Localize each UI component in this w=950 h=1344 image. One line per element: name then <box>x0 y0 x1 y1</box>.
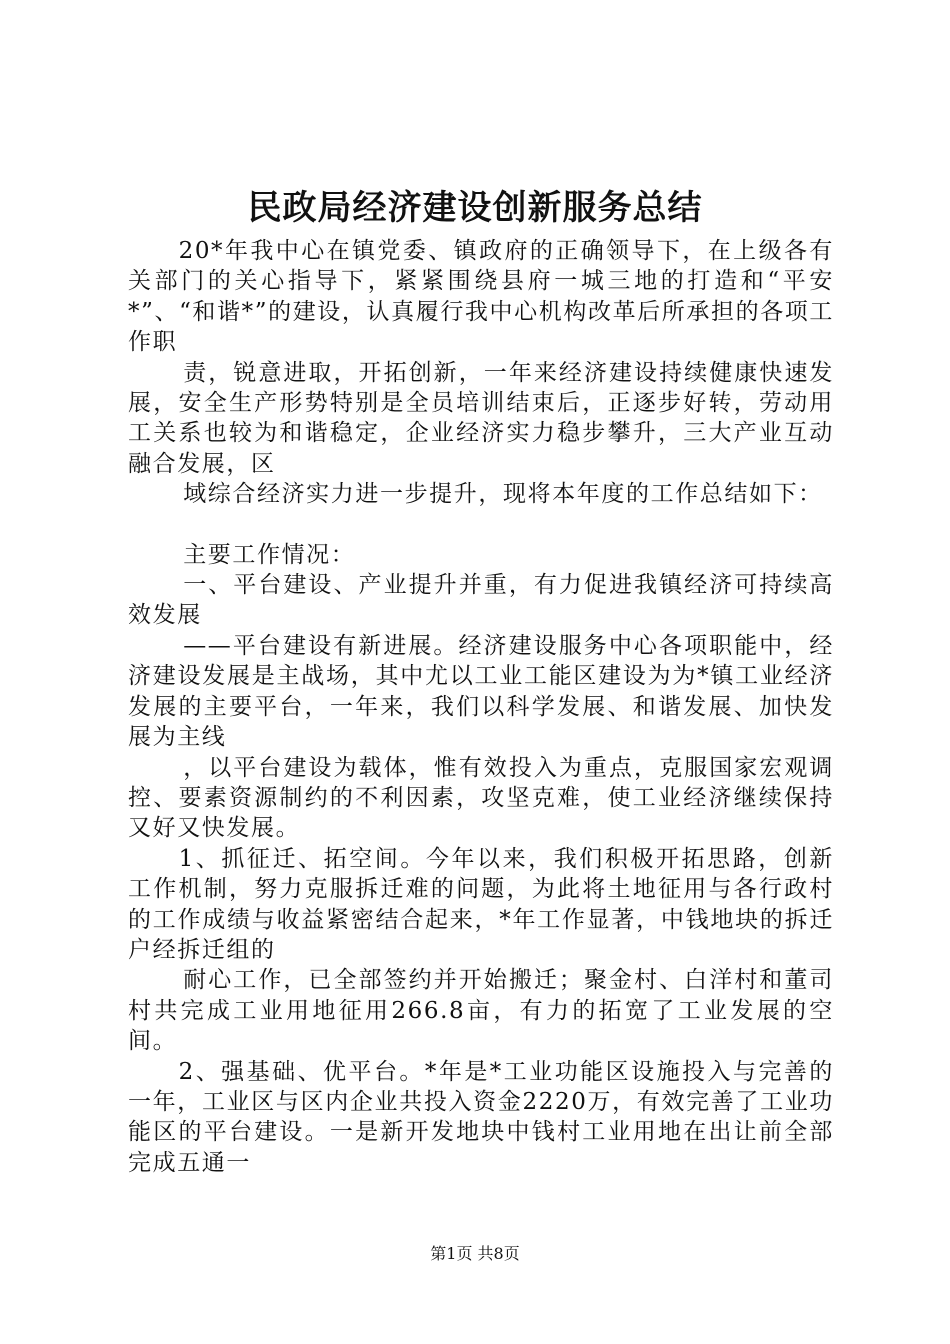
paragraph-platform-continued: ，以平台建设为载体，惟有效投入为重点，克服国家宏观调控、要素资源制约的不利因素，攻坚克难，使工业经济继续保持又好又快发展。 <box>128 754 834 842</box>
section-heading-main-work: 主要工作情况： <box>183 541 356 568</box>
document-body <box>128 236 834 1178</box>
paragraph-platform-progress: ——平台建设有新进展。经济建设服务中心各项职能中，经济建设发展是主战场，其中尤以工业工能区建设为为*镇工业经济发展的主要平台，一年来，我们以科学发展、和谐发展、加快发展为主线 <box>128 632 834 751</box>
paragraph-intro: 20*年我中心在镇党委、镇政府的正确领导下，在上级各有关部门的关心指导下，紧紧围绕县府一城三地的打造和“平安*”、“和谐*”的建设，认真履行我中心机构改革后所承担的各项工作职 <box>128 238 834 356</box>
page-number-footer: 第1页 共8页 <box>430 1244 520 1263</box>
document-title: 民政局经济建设创新服务总结 <box>247 188 703 228</box>
paragraph-intro-continued: 责，锐意进取，开拓创新，一年来经济建设持续健康快速发展，安全生产形势特别是全员培训结束后，正逐步好转，劳动用工关系也较为和谐稳定，企业经济实力稳步攀升，三大产业互动融合发展，区 <box>128 359 834 477</box>
paragraph-intro-closing: 域综合经济实力进一步提升，现将本年度的工作总结如下： <box>183 481 823 508</box>
paragraph-item-2: 2、强基础、优平台。*年是*工业功能区设施投入与完善的一年，工业区与区内企业共投入资金2220万，有效完善了工业功能区的平台建设。一是新开发地块中钱村工业用地在出让前全部完成五通一 <box>128 1058 834 1176</box>
section-heading-platform: 一、平台建设、产业提升并重，有力促进我镇经济可持续高效发展 <box>128 572 834 629</box>
paragraph-item-1: 1、抓征迁、拓空间。今年以来，我们积极开拓思路，创新工作机制，努力克服拆迁难的问题，为此将土地征用与各行政村的工作成绩与收益紧密结合起来，*年工作显著，中钱地块的拆迁户经拆迁组的 <box>128 845 834 963</box>
paragraph-item-1-continued: 耐心工作，已全部签约并开始搬迁；聚金村、白洋村和董司村共完成工业用地征用266.8亩，有力的拓宽了工业发展的空间。 <box>128 967 834 1055</box>
